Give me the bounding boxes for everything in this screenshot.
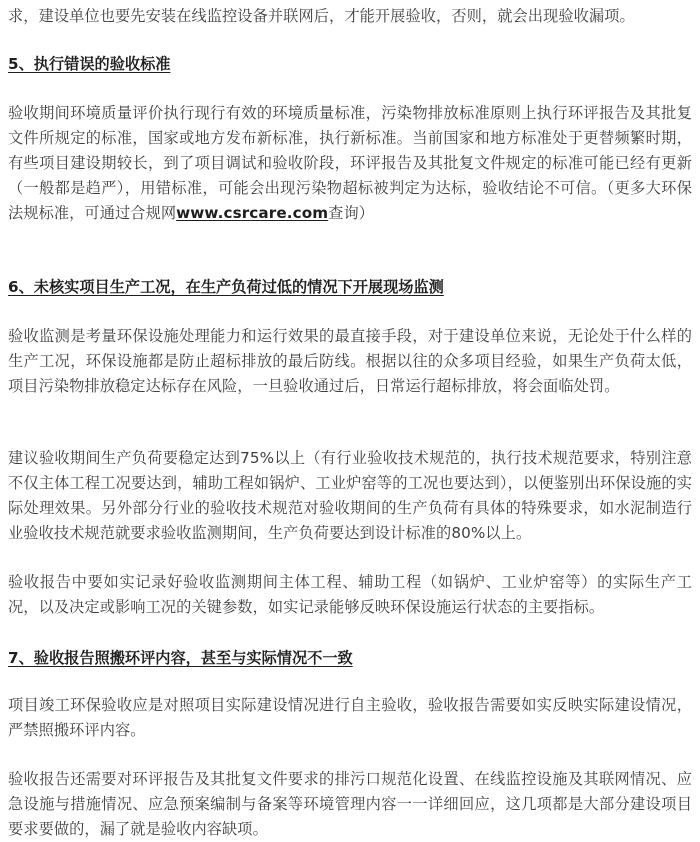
- paragraph-self-acceptance: 项目竣工环保验收应是对照项目实际建设情况进行自主验收，验收报告需要如实反映实际建设情况，严禁照搬环评内容。: [8, 696, 692, 739]
- section-heading-7-text: 7、验收报告照搬环评内容，甚至与实际情况不一致: [8, 649, 353, 667]
- paragraph-standards: [8, 101, 692, 226]
- paragraph-monitoring: 验收监测是考量环保设施处理能力和运行效果的最直接手段，对于建设单位来说，无论处于什么样的生产工况，环保设施都是防止超标排放的最后防线。根据以往的众多项目经验，如果生产负荷太低，项目污染物排放稳定达标存在风险，一旦验收通过后，日常运行超标排放，将会面临处罚。: [8, 327, 692, 395]
- paragraph-standards-tail: 查询）: [328, 204, 375, 222]
- paragraph-report-record: 验收报告中要如实记录好验收监测期间主体工程、辅助工程（如锅炉、工业炉窑等）的实际生产工况，以及决定或影响工况的关键参数，如实记录能够反映环保设施运行状态的主要指标。: [8, 573, 692, 616]
- paragraph-intro: 求，建设单位也要先安装在线监控设备并联网后，才能开展验收，否则，就会出现验收漏项。: [8, 7, 635, 25]
- section-heading-5-text: 5、执行错误的验收标准: [8, 55, 171, 73]
- section-heading-7: [8, 646, 692, 671]
- section-heading-6-text: 6、未核实项目生产工况，在生产负荷过低的情况下开展现场监测: [8, 278, 444, 296]
- paragraph-standards-text: 验收期间环境质量评价执行现行有效的环境质量标准，污染物排放标准原则上执行环评报告及其批复文件所规定的标准，国家或地方发布新标准，执行新标准。当前国家和地方标准处于更替频繁时期，有些项目建设期较长，到了项目调试和验收阶段，环评报告及其批复文件规定的标准可能已经有更新（一般都是趋严），用错标准，可能会出现污染物超标被判定为达标，验收结论不可信。（更多大环保法规标准，可通过合规网: [8, 104, 692, 222]
- csrcare-link[interactable]: www.csrcare.com: [176, 204, 329, 222]
- section-heading-5: [8, 52, 692, 77]
- section-heading-6: [8, 275, 692, 300]
- paragraph-load-advice: 建议验收期间生产负荷要稳定达到75%以上（有行业验收技术规范的，执行技术规范要求，特别注意不仅主体工程工况要达到，辅助工程如锅炉、工业炉窑等的工况也要达到），以便鉴别出环保设施的实际处理效果。另外部分行业的验收技术规范对验收期间的生产负荷有具体的特殊要求，如水泥制造行业验收技术规范就要求验收监测期间，生产负荷要达到设计标准的80%以上。: [8, 449, 692, 542]
- paragraph-report-requirements: 验收报告还需要对环评报告及其批复文件要求的排污口规范化设置、在线监控设施及其联网情况、应急设施与措施情况、应急预案编制与备案等环境管理内容一一详细回应，这几项都是大部分建设项目要求要做的，漏了就是验收内容缺项。: [8, 770, 692, 838]
